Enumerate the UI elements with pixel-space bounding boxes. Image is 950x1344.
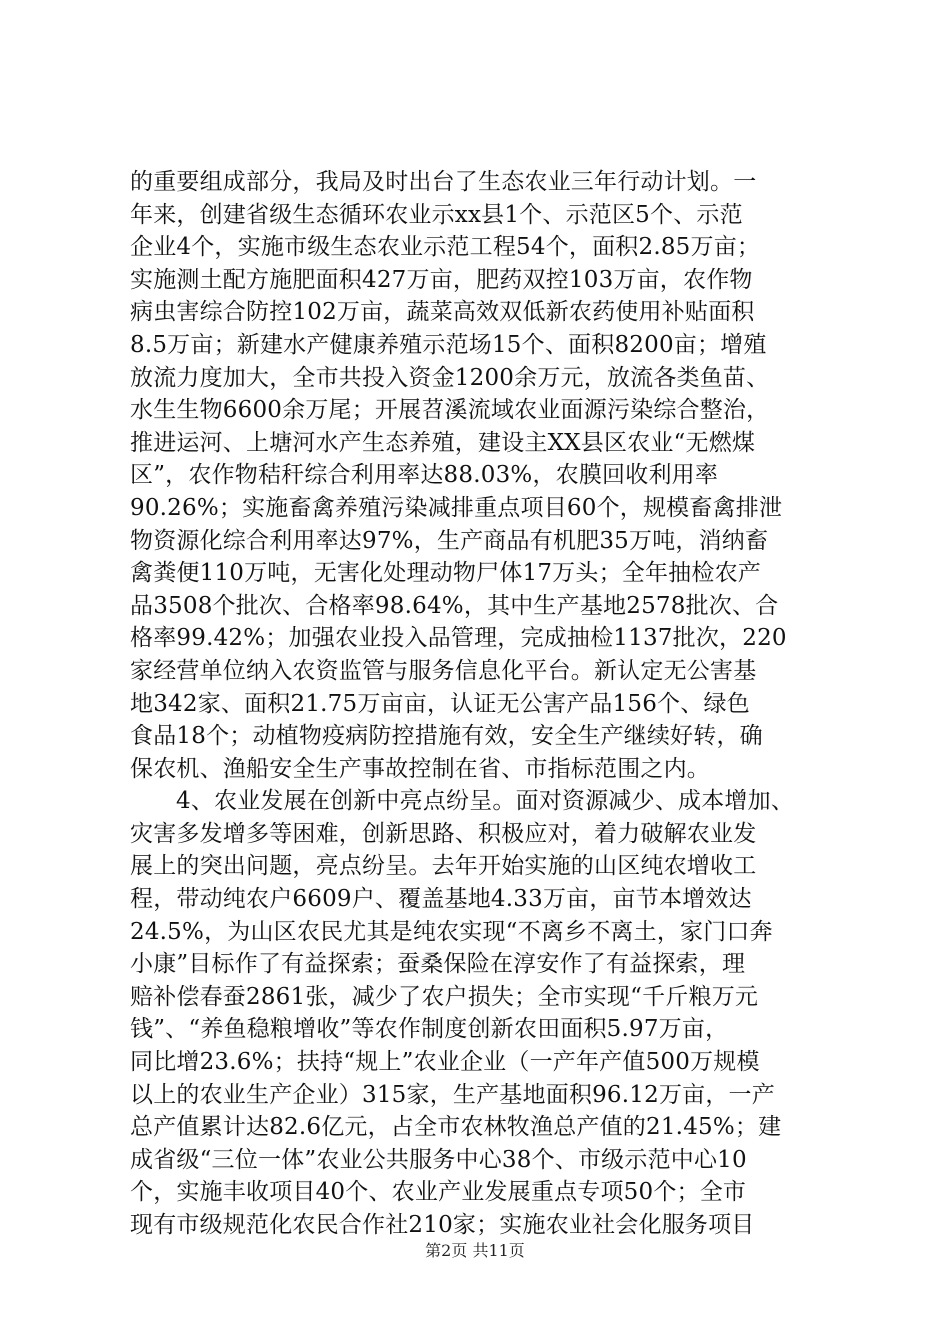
text-line: 放流力度加大，全市共投入资金1200余万元，放流各类鱼苗、 <box>130 364 770 391</box>
text-line: 地342家、面积21.75万亩亩，认证无公害产品156个、绿色 <box>130 690 750 717</box>
text-line: 个，实施丰收项目40个、农业产业发展重点专项50个；全市 <box>130 1179 747 1206</box>
text-line: 病虫害综合防控102万亩，蔬菜高效双低新农药使用补贴面积 <box>130 299 755 326</box>
text-line: 区”，农作物秸秆综合利用率达88.03%，农膜回收利用率 <box>130 462 719 489</box>
page-number-label: 第2页 共11页 <box>425 1241 525 1260</box>
text-line: 成省级“三位一体”农业公共服务中心38个、市级示范中心10 <box>130 1146 747 1173</box>
text-line: 的重要组成部分，我局及时出台了生态农业三年行动计划。一 <box>130 169 757 195</box>
text-line: 钱”、“养鱼稳粮增收”等农作制度创新农田面积5.97万亩， <box>130 1016 729 1043</box>
text-line: 以上的农业生产企业）315家，生产基地面积96.12万亩，一产 <box>130 1081 775 1108</box>
page-footer <box>0 1240 950 1262</box>
text-line: 同比增23.6%；扶持“规上”农业企业（一产年产值500万规模 <box>130 1049 760 1076</box>
text-line: 保农机、渔船安全生产事故控制在省、市指标范围之内。 <box>130 755 710 782</box>
text-line: 赔补偿春蚕2861张，减少了农户损失；全市实现“千斤粮万元 <box>130 983 759 1010</box>
text-line: 推进运河、上塘河水产生态养殖，建设主XX县区农业“无燃煤 <box>130 429 756 456</box>
text-line: 现有市级规范化农民合作社210家；实施农业社会化服务项目 <box>130 1212 755 1238</box>
text-line: 总产值累计达82.6亿元，占全市农林牧渔总产值的21.45%；建 <box>130 1114 782 1141</box>
text-line: 小康”目标作了有益探索；蚕桑保险在淳安作了有益探索，理 <box>130 951 746 978</box>
text-line: 年来，创建省级生态循环农业示xx县1个、示范区5个、示范 <box>130 201 743 228</box>
text-line: 24.5%，为山区农民尤其是纯农实现“不离乡不离土，家门口奔 <box>130 918 773 945</box>
text-line: 品3508个批次、合格率98.64%，其中生产基地2578批次、合 <box>130 592 779 619</box>
text-line: 8.5万亩；新建水产健康养殖示范场15个、面积8200亩；增殖 <box>130 331 767 358</box>
text-line: 企业4个，实施市级生态农业示范工程54个，面积2.85万亩； <box>130 234 761 261</box>
text-line: 食品18个；动植物疫病防控措施有效，安全生产继续好转，确 <box>130 723 763 750</box>
body-text <box>130 166 830 1242</box>
text-line: 90.26%；实施畜禽养殖污染减排重点项目60个，规模畜禽排泄 <box>130 494 783 521</box>
text-line: 程，带动纯农户6609户、覆盖基地4.33万亩，亩节本增效达 <box>130 886 752 913</box>
text-line: 实施测土配方施肥面积427万亩，肥药双控103万亩，农作物 <box>130 266 753 293</box>
text-line: 物资源化综合利用率达97%，生产商品有机肥35万吨，消纳畜 <box>130 527 769 554</box>
text-line: 水生生物6600余万尾；开展苕溪流域农业面源污染综合整治， <box>130 397 770 424</box>
text-line: 家经营单位纳入农资监管与服务信息化平台。新认定无公害基 <box>130 657 757 684</box>
text-line: 灾害多发增多等困难，创新思路、积极应对，着力破解农业发 <box>130 820 757 847</box>
text-line: 禽粪便110万吨，无害化处理动物尸体17万头；全年抽检农产 <box>130 560 761 587</box>
text-line: 格率99.42%；加强农业投入品管理，完成抽检1137批次，220 <box>130 625 787 652</box>
text-line: 展上的突出问题，亮点纷呈。去年开始实施的山区纯农增收工 <box>130 853 757 880</box>
paragraph-start-line: 4、农业发展在创新中亮点纷呈。面对资源减少、成本增加、 <box>176 788 795 815</box>
